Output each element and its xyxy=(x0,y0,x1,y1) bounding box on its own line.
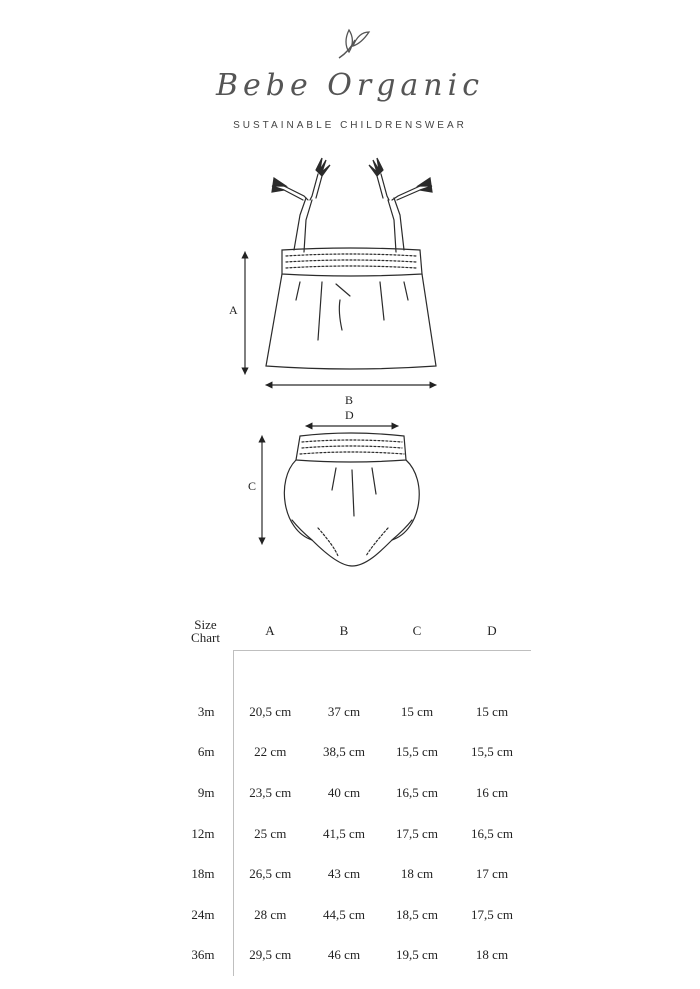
value-c: 19,5 cm xyxy=(396,947,438,963)
value-c: 18 cm xyxy=(400,866,434,882)
value-d: 16,5 cm xyxy=(471,825,513,841)
size-label: 12m xyxy=(191,825,215,841)
size-label: 9m xyxy=(197,785,215,801)
table-row xyxy=(178,935,531,976)
value-c: 17,5 cm xyxy=(396,825,438,841)
label-c: C xyxy=(248,479,257,493)
value-c: 15,5 cm xyxy=(396,744,438,760)
value-c: 18,5 cm xyxy=(396,906,438,922)
column-header-a: A xyxy=(233,612,307,651)
size-label: 24m xyxy=(191,906,215,922)
left-tassel xyxy=(272,158,330,200)
size-label: 36m xyxy=(191,947,215,963)
size-label: 6m xyxy=(197,744,215,760)
table-row xyxy=(178,773,531,814)
value-b: 44,5 cm xyxy=(323,906,365,922)
size-chart-heading xyxy=(178,612,233,651)
value-b: 38,5 cm xyxy=(323,744,365,760)
label-b: B xyxy=(345,393,354,407)
value-d: 16 cm xyxy=(475,785,509,801)
value-b: 40 cm xyxy=(327,785,361,801)
value-d: 15 cm xyxy=(475,703,509,719)
label-d: D xyxy=(345,408,354,422)
size-chart-heading-line2: Chart xyxy=(191,630,220,646)
value-a: 20,5 cm xyxy=(233,692,307,733)
value-d: 15,5 cm xyxy=(471,744,513,760)
value-a: 23,5 cm xyxy=(233,773,307,814)
column-header-d: D xyxy=(453,612,531,651)
table-row xyxy=(178,854,531,895)
table-row xyxy=(178,692,531,733)
size-chart-table xyxy=(178,612,531,976)
value-b: 43 cm xyxy=(327,866,361,882)
value-c: 15 cm xyxy=(400,703,434,719)
column-header-c: C xyxy=(381,612,453,651)
value-b: 41,5 cm xyxy=(323,825,365,841)
size-label: 18m xyxy=(191,866,215,882)
value-d: 17,5 cm xyxy=(471,906,513,922)
table-row xyxy=(178,895,531,936)
value-b: 37 cm xyxy=(327,703,361,719)
value-a: 29,5 cm xyxy=(233,935,307,976)
right-tassel xyxy=(369,158,432,200)
value-d: 18 cm xyxy=(475,947,509,963)
value-a: 26,5 cm xyxy=(233,854,307,895)
value-a: 22 cm xyxy=(233,732,307,773)
label-a: A xyxy=(229,303,238,317)
table-row xyxy=(178,732,531,773)
value-d: 17 cm xyxy=(475,866,509,882)
brand-name: Bebe Organic xyxy=(215,68,485,103)
value-b: 46 cm xyxy=(327,947,361,963)
column-header-b: B xyxy=(307,612,381,651)
table-row xyxy=(178,813,531,854)
value-a: 25 cm xyxy=(233,813,307,854)
brand-tagline: SUSTAINABLE CHILDRENSWEAR xyxy=(233,120,467,131)
size-chart-heading-line1: Size xyxy=(194,617,217,633)
value-c: 16,5 cm xyxy=(396,785,438,801)
size-label: 3m xyxy=(197,703,215,719)
value-a: 28 cm xyxy=(233,895,307,936)
